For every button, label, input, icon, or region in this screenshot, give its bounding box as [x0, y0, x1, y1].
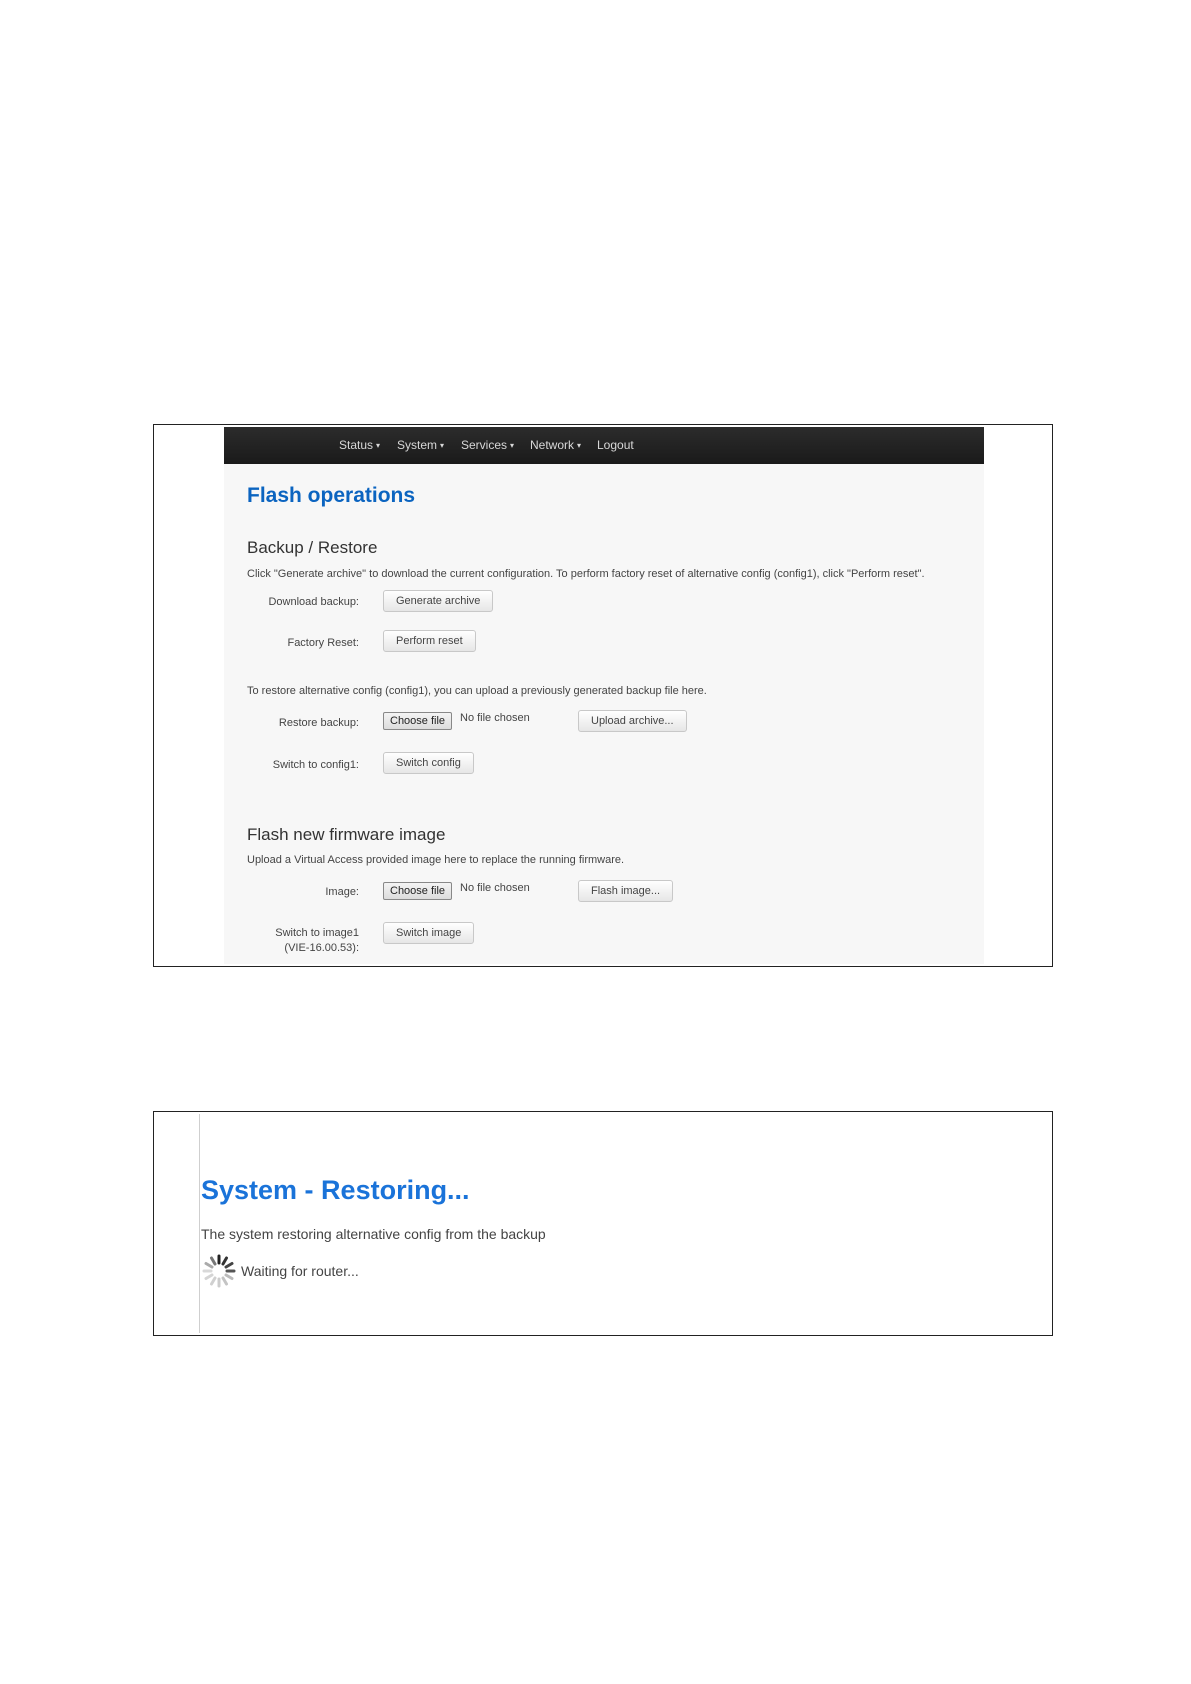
- caret-down-icon: ▾: [577, 441, 582, 450]
- download-backup-label: Download backup:: [268, 596, 359, 608]
- caret-down-icon: ▾: [440, 441, 445, 450]
- caret-down-icon: ▾: [376, 441, 381, 450]
- nav-status[interactable]: Status ▾: [339, 438, 381, 452]
- switch-image-label-line2: (VIE-16.00.53):: [284, 942, 359, 954]
- nav-network[interactable]: Network ▾: [530, 438, 582, 452]
- image-label: Image:: [325, 886, 359, 898]
- restore-file-status: No file chosen: [460, 712, 530, 724]
- flash-image-button[interactable]: Flash image...: [578, 880, 673, 902]
- page-title: Flash operations: [247, 484, 416, 507]
- nav-logout[interactable]: Logout: [597, 438, 634, 452]
- firmware-description: Upload a Virtual Access provided image here to replace the running firmware.: [247, 854, 625, 866]
- flash-operations-page: [224, 427, 984, 964]
- switch-image-label-line1: Switch to image1: [275, 927, 359, 939]
- restore-backup-label: Restore backup:: [278, 717, 359, 729]
- caret-down-icon: ▾: [510, 441, 515, 450]
- generate-archive-button[interactable]: Generate archive: [383, 590, 493, 612]
- switch-config-button[interactable]: Switch config: [383, 752, 474, 774]
- factory-reset-label: Factory Reset:: [287, 637, 359, 649]
- restoring-screenshot: [153, 1111, 1053, 1336]
- restoring-title: System - Restoring...: [201, 1175, 470, 1205]
- restore-choose-file-button[interactable]: Choose file: [383, 712, 452, 730]
- backup-restore-heading: Backup / Restore: [247, 538, 378, 557]
- waiting-status: Waiting for router...: [241, 1263, 359, 1279]
- nav-services[interactable]: Services ▾: [461, 438, 515, 452]
- upload-archive-button[interactable]: Upload archive...: [578, 710, 687, 732]
- perform-reset-button[interactable]: Perform reset: [383, 630, 476, 652]
- switch-image-label: [224, 926, 359, 956]
- firmware-heading: Flash new firmware image: [247, 825, 446, 844]
- restore-description: To restore alternative config (config1), you can upload a previously generated backup file here.: [247, 685, 707, 697]
- nav-system[interactable]: System ▾: [397, 438, 445, 452]
- switch-config-label: Switch to config1:: [272, 759, 359, 771]
- top-navbar: [224, 427, 984, 464]
- loading-spinner-icon: [201, 1253, 237, 1289]
- switch-image-button[interactable]: Switch image: [383, 922, 474, 944]
- image-choose-file-button[interactable]: Choose file: [383, 882, 452, 900]
- divider: [199, 1114, 200, 1333]
- restoring-description: The system restoring alternative config from the backup: [201, 1226, 546, 1242]
- backup-description: Click "Generate archive" to download the current configuration. To perform factory reset of alternative config (config1), click "Perform reset".: [247, 568, 925, 580]
- flash-operations-screenshot: [153, 424, 1053, 967]
- image-file-status: No file chosen: [460, 882, 530, 894]
